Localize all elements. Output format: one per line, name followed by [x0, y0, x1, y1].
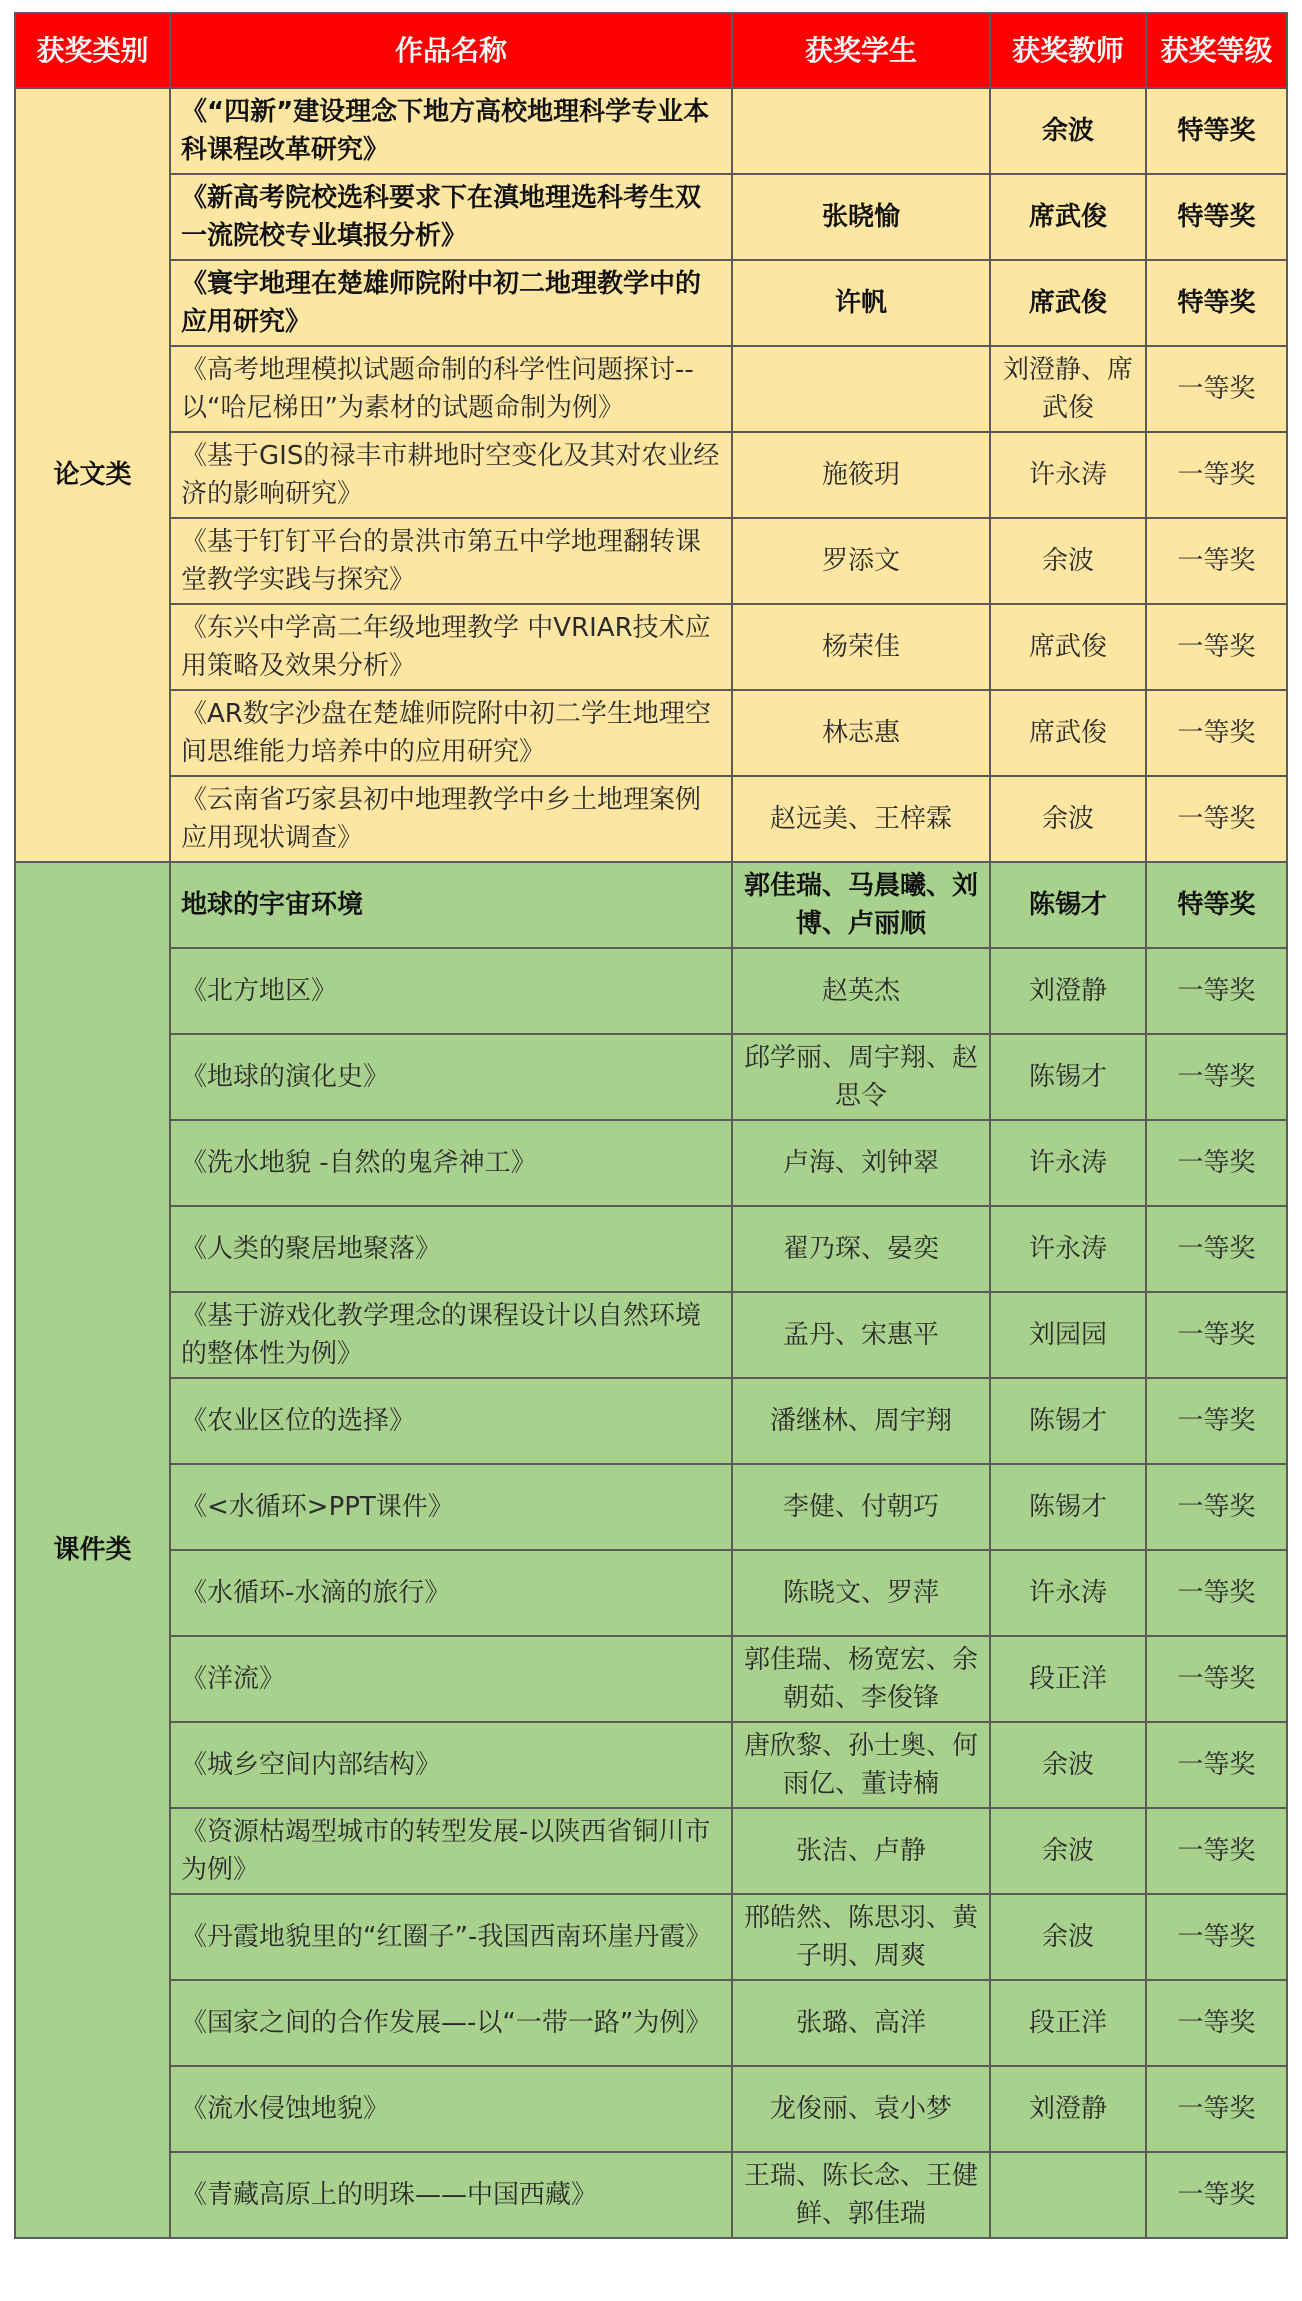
table-row — [15, 604, 1287, 690]
title-cell: 《基于游戏化教学理念的课程设计以自然环境的整体性为例》 — [170, 1292, 732, 1378]
table-row — [15, 174, 1287, 260]
header-teacher: 获奖教师 — [990, 13, 1146, 88]
level-cell: 一等奖 — [1146, 1206, 1287, 1292]
title-cell: 《<水循环>PPT课件》 — [170, 1464, 732, 1550]
students-cell: 郭佳瑞、马晨曦、刘博、卢丽顺 — [732, 862, 990, 948]
title-cell: 《寰宇地理在楚雄师院附中初二地理教学中的应用研究》 — [170, 260, 732, 346]
teacher-cell: 席武俊 — [990, 174, 1146, 260]
teacher-cell: 段正洋 — [990, 1636, 1146, 1722]
students-cell: 陈晓文、罗萍 — [732, 1550, 990, 1636]
header-title: 作品名称 — [170, 13, 732, 88]
title-cell: 《资源枯竭型城市的转型发展-以陕西省铜川市为例》 — [170, 1808, 732, 1894]
level-cell: 一等奖 — [1146, 518, 1287, 604]
level-cell: 特等奖 — [1146, 862, 1287, 948]
title-cell: 地球的宇宙环境 — [170, 862, 732, 948]
table-row — [15, 518, 1287, 604]
title-cell: 《城乡空间内部结构》 — [170, 1722, 732, 1808]
teacher-cell: 余波 — [990, 776, 1146, 862]
table-row — [15, 862, 1287, 948]
table-row — [15, 1808, 1287, 1894]
teacher-cell: 刘澄静 — [990, 948, 1146, 1034]
title-cell: 《国家之间的合作发展—-以“一带一路”为例》 — [170, 1980, 732, 2066]
teacher-cell: 许永涛 — [990, 1206, 1146, 1292]
level-cell: 一等奖 — [1146, 604, 1287, 690]
students-cell: 卢海、刘钟翠 — [732, 1120, 990, 1206]
title-cell: 《AR数字沙盘在楚雄师院附中初二学生地理空间思维能力培养中的应用研究》 — [170, 690, 732, 776]
title-cell: 《新高考院校选科要求下在滇地理选科考生双一流院校专业填报分析》 — [170, 174, 732, 260]
title-cell: 《基于GIS的禄丰市耕地时空变化及其对农业经济的影响研究》 — [170, 432, 732, 518]
table-row — [15, 1464, 1287, 1550]
level-cell: 一等奖 — [1146, 1636, 1287, 1722]
teacher-cell: 段正洋 — [990, 1980, 1146, 2066]
students-cell: 罗添文 — [732, 518, 990, 604]
teacher-cell: 陈锡才 — [990, 1464, 1146, 1550]
students-cell: 赵英杰 — [732, 948, 990, 1034]
teacher-cell: 陈锡才 — [990, 1378, 1146, 1464]
table-row — [15, 1120, 1287, 1206]
table-row — [15, 690, 1287, 776]
table-row — [15, 2152, 1287, 2238]
students-cell: 唐欣黎、孙士奥、何雨亿、董诗楠 — [732, 1722, 990, 1808]
header-level: 获奖等级 — [1146, 13, 1287, 88]
table-body — [15, 88, 1287, 2238]
teacher-cell — [990, 2152, 1146, 2238]
level-cell: 一等奖 — [1146, 2066, 1287, 2152]
table-row — [15, 1894, 1287, 1980]
students-cell — [732, 346, 990, 432]
teacher-cell: 刘澄静 — [990, 2066, 1146, 2152]
teacher-cell: 席武俊 — [990, 690, 1146, 776]
level-cell: 一等奖 — [1146, 2152, 1287, 2238]
students-cell: 施筱玥 — [732, 432, 990, 518]
table-row — [15, 432, 1287, 518]
table-row — [15, 260, 1287, 346]
table-row — [15, 776, 1287, 862]
title-cell: 《基于钉钉平台的景洪市第五中学地理翻转课堂教学实践与探究》 — [170, 518, 732, 604]
level-cell: 一等奖 — [1146, 1120, 1287, 1206]
students-cell: 邢皓然、陈思羽、黄子明、周爽 — [732, 1894, 990, 1980]
table-row — [15, 948, 1287, 1034]
teacher-cell: 席武俊 — [990, 260, 1146, 346]
teacher-cell: 席武俊 — [990, 604, 1146, 690]
teacher-cell: 许永涛 — [990, 1550, 1146, 1636]
teacher-cell: 刘园园 — [990, 1292, 1146, 1378]
level-cell: 一等奖 — [1146, 1550, 1287, 1636]
table-row — [15, 1206, 1287, 1292]
teacher-cell: 陈锡才 — [990, 862, 1146, 948]
title-cell: 《地球的演化史》 — [170, 1034, 732, 1120]
teacher-cell: 许永涛 — [990, 1120, 1146, 1206]
level-cell: 一等奖 — [1146, 1034, 1287, 1120]
students-cell: 王瑞、陈长念、王健鲜、郭佳瑞 — [732, 2152, 990, 2238]
level-cell: 一等奖 — [1146, 346, 1287, 432]
students-cell: 郭佳瑞、杨宽宏、余朝茹、李俊锋 — [732, 1636, 990, 1722]
students-cell: 赵远美、王梓霖 — [732, 776, 990, 862]
level-cell: 一等奖 — [1146, 1722, 1287, 1808]
students-cell: 杨荣佳 — [732, 604, 990, 690]
title-cell: 《高考地理模拟试题命制的科学性问题探讨--以“哈尼梯田”为素材的试题命制为例》 — [170, 346, 732, 432]
title-cell: 《“四新”建设理念下地方高校地理科学专业本科课程改革研究》 — [170, 88, 732, 174]
title-cell: 《人类的聚居地聚落》 — [170, 1206, 732, 1292]
students-cell: 张洁、卢静 — [732, 1808, 990, 1894]
teacher-cell: 余波 — [990, 1808, 1146, 1894]
table-row — [15, 1378, 1287, 1464]
level-cell: 一等奖 — [1146, 432, 1287, 518]
awards-table — [14, 12, 1288, 2239]
category-cell-course: 课件类 — [15, 862, 170, 2238]
table-row — [15, 346, 1287, 432]
level-cell: 一等奖 — [1146, 1894, 1287, 1980]
table-row — [15, 88, 1287, 174]
teacher-cell: 余波 — [990, 518, 1146, 604]
title-cell: 《北方地区》 — [170, 948, 732, 1034]
students-cell: 林志惠 — [732, 690, 990, 776]
students-cell: 许帆 — [732, 260, 990, 346]
level-cell: 一等奖 — [1146, 1980, 1287, 2066]
level-cell: 特等奖 — [1146, 260, 1287, 346]
students-cell: 邱学丽、周宇翔、赵思令 — [732, 1034, 990, 1120]
students-cell: 李健、付朝巧 — [732, 1464, 990, 1550]
table-row — [15, 1034, 1287, 1120]
title-cell: 《洋流》 — [170, 1636, 732, 1722]
level-cell: 特等奖 — [1146, 88, 1287, 174]
teacher-cell: 许永涛 — [990, 432, 1146, 518]
students-cell — [732, 88, 990, 174]
level-cell: 一等奖 — [1146, 776, 1287, 862]
table-row — [15, 1636, 1287, 1722]
header-category: 获奖类别 — [15, 13, 170, 88]
header-students: 获奖学生 — [732, 13, 990, 88]
table-row — [15, 1980, 1287, 2066]
students-cell: 张晓愉 — [732, 174, 990, 260]
title-cell: 《流水侵蚀地貌》 — [170, 2066, 732, 2152]
level-cell: 一等奖 — [1146, 1464, 1287, 1550]
title-cell: 《青藏高原上的明珠——中国西藏》 — [170, 2152, 732, 2238]
level-cell: 特等奖 — [1146, 174, 1287, 260]
students-cell: 张璐、高洋 — [732, 1980, 990, 2066]
teacher-cell: 余波 — [990, 88, 1146, 174]
teacher-cell: 刘澄静、席武俊 — [990, 346, 1146, 432]
title-cell: 《洗水地貌 -自然的鬼斧神工》 — [170, 1120, 732, 1206]
table-row — [15, 1292, 1287, 1378]
students-cell: 龙俊丽、袁小梦 — [732, 2066, 990, 2152]
level-cell: 一等奖 — [1146, 1292, 1287, 1378]
level-cell: 一等奖 — [1146, 690, 1287, 776]
students-cell: 孟丹、宋惠平 — [732, 1292, 990, 1378]
students-cell: 翟乃琛、晏奕 — [732, 1206, 990, 1292]
table-row — [15, 1722, 1287, 1808]
level-cell: 一等奖 — [1146, 948, 1287, 1034]
teacher-cell: 余波 — [990, 1894, 1146, 1980]
title-cell: 《云南省巧家县初中地理教学中乡土地理案例应用现状调查》 — [170, 776, 732, 862]
level-cell: 一等奖 — [1146, 1378, 1287, 1464]
students-cell: 潘继林、周宇翔 — [732, 1378, 990, 1464]
table-row — [15, 1550, 1287, 1636]
teacher-cell: 陈锡才 — [990, 1034, 1146, 1120]
title-cell: 《农业区位的选择》 — [170, 1378, 732, 1464]
category-cell-paper: 论文类 — [15, 88, 170, 862]
title-cell: 《东兴中学高二年级地理教学 中VRIAR技术应用策略及效果分析》 — [170, 604, 732, 690]
level-cell: 一等奖 — [1146, 1808, 1287, 1894]
teacher-cell: 余波 — [990, 1722, 1146, 1808]
table-row — [15, 2066, 1287, 2152]
header-row — [15, 13, 1287, 88]
title-cell: 《丹霞地貌里的“红圈子”-我国西南环崖丹霞》 — [170, 1894, 732, 1980]
title-cell: 《水循环-水滴的旅行》 — [170, 1550, 732, 1636]
